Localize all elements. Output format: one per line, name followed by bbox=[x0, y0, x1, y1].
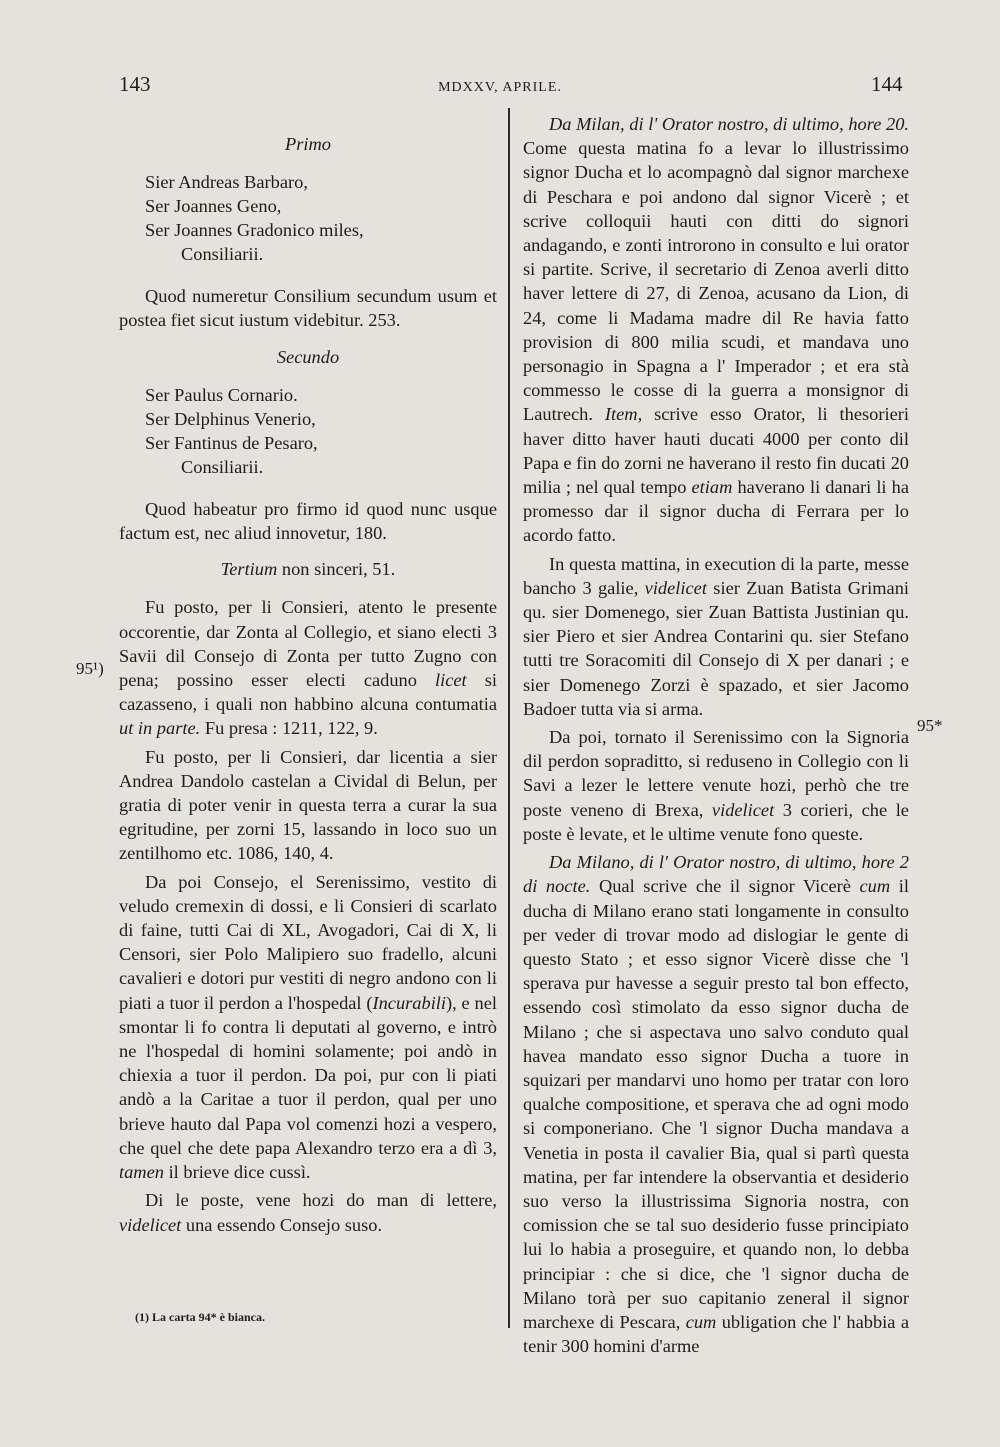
motion-text-primo: Quod numeretur Consilium secundum usum et postea fiet sicut iustum videbitur. 253. bbox=[119, 286, 497, 331]
vote-tertium bbox=[119, 557, 497, 581]
paragraph-galie: In questa mattina, in execution di la parte, messe bancho 3 galie, videlicet sier Zuan Batista Grimani qu. sier Domenego, sier Zuan Battista Justinian qu. sier Piero et sier Andrea Contarini qu. sier Stefano tutti tre Soracomiti dil Consejo di X per danari ; e sier Domenego Zorzi è spazado, et sier Jacomo Badoer tutta via si arma. bbox=[523, 553, 909, 719]
vote-heading-secundo: Secundo bbox=[276, 346, 340, 367]
vote-heading-primo: Primo bbox=[285, 134, 331, 154]
councillor-name: Ser Joannes Gradonico miles, bbox=[145, 220, 364, 241]
paragraph-milan: Da Milan, di l' Orator nostro, di ultimo, hore 20. Come questa matina fo a levar lo illustrissimo signor Ducha et lo acompagnò dal signor marchexe di Peschara e poi andono dal signor Vicerè ; et scrive colloquii hauti con ditti do signori andagando, e zonti introrono in consulto e lui orator si partite. Scrive, il secretario di Zenoa averli ditto haver lettere di 27, di Zenoa, acusano da Lion, di 24, come li Madama madre dil Re havia fatto provision di 800 milia scudi, et mandava uno personagio in Spagna a l' Imperador ; et era stà commesso le cosse di la guerra a monsignor di Lautrech. Item, scrive esso Orator, li thesorieri haver ditto haver hauti ducati 4000 per conto dil Papa e fin do zorni ne haverano il resto fin ducati 20 milia ; nel qual tempo etiam haverano li danari li ha promesso dar il signor ducha di Ferrara per lo acordo fatto. bbox=[523, 114, 909, 546]
councillor-name: Ser Delphinus Venerio, bbox=[145, 408, 316, 429]
paragraph-perdon: Da poi Consejo, el Serenissimo, vestito di veludo cremexin di dossi, e li Consieri di scarlato di faine, tutti Cai di XL, Avogadori, Cai di X, li Censori, sier Polo Malipiero suo fradello, alcuni cavalieri e dotori pur vestiti di negro andono con li piati a tuor il perdon a l'hospedal (Incurabili), e nel smontar li fo contra li deputati al governo, e intrò ne l'hospedal di homini solamente; poi andò in chiexia a tuor il perdon. Da poi, pur con li piati andò a la Caritae a tuor il perdon, qual per uno brieve hauto dal Papa vol comenzi hozi a vespero, che quel che dete papa Alexandro terzo era a dì 3, tamen il brieve dice cussì. bbox=[119, 871, 497, 1183]
vote-tertium-label: Tertium bbox=[220, 559, 278, 580]
margin-note-right: 95* bbox=[917, 716, 943, 735]
paragraph-poste: Di le poste, vene hozi do man di lettere, videlicet una essendo Consejo suso. bbox=[119, 1190, 497, 1235]
councillor-list-secundo bbox=[145, 383, 497, 479]
paragraph-zonta: Fu posto, per li Consieri, atento le presente occorentie, dar Zonta al Collegio, et siano electi 3 Savii dil Consejo di Zonta per tutto Zugno con pena; possino esser electi caduno licet si cazasseno, i quali non habbino alcuna contumatia ut in parte. Fu presa : 1211, 122, 9. bbox=[119, 597, 497, 739]
motion-text-secundo: Quod habeatur pro firmo id quod nunc usque factum est, nec aliud innovetur, 180. bbox=[119, 498, 497, 544]
left-column bbox=[119, 132, 497, 1237]
column-divider bbox=[508, 108, 510, 1328]
councillor-name: Sier Andreas Barbaro, bbox=[145, 172, 308, 193]
paragraph-milano: Da Milano, di l' Orator nostro, di ultimo, hore 2 di nocte. Qual scrive che il signor Vicerè cum il ducha di Milano erano stati longamente in consulto per veder di trovar modo ad dislogiar le gente di questo Stato ; et esso signor Vicerè disse che 'l sperava pur havesse a seguir presto tal bon effecto, essendo così stimolato da esso signor ducha de Milano ; che si aspectava uno salvo conduto qual havea mandato esso signor Ducha a tuore in squizari per mandarvi uno homo per tratar con loro qualche compositione, et sperava che ad ogni modo si componeriano. Che 'l signor Ducha mandava a Venetia in posta il cavalier Bia, qual si partì questa matina, per far intendere la observantia et desiderio suo verso la illustrissima Signoria nostra, con comission che se tal suo desiderio fusse principiato lui lo habia a proseguire, et quando non, lo debba principiar : che si dice, che 'l signor ducha de Milano torà per suo capitanio zeneral il signor marchexe di Pescara, cum ubligation che l' habbia a tenir 300 homini d'arme bbox=[523, 852, 909, 1357]
running-title: MDXXV, APRILE. bbox=[438, 80, 562, 95]
paragraph-dandolo: Fu posto, per li Consieri, dar licentia a sier Andrea Dandolo castelan a Cividal di Belun, per gratia di poter venir in questa terra a curar la sua egritudine, per zorni 15, lassando in loco suo un zentilhomo etc. 1086, 140, 4. bbox=[119, 746, 497, 864]
page-number-right: 144 bbox=[871, 72, 903, 96]
councillor-title: Consiliarii. bbox=[181, 244, 264, 265]
councillor-name: Ser Paulus Cornario. bbox=[145, 384, 298, 405]
footnote: (1) La carta 94* è bianca. bbox=[135, 1310, 265, 1324]
councillor-title: Consiliarii. bbox=[181, 456, 264, 477]
paragraph-collegio: Da poi, tornato il Serenissimo con la Signoria dil perdon sopraditto, si reduseno in Collegio con li Savi a lezer le lettere venute hozi, perhò che tre poste veneno di Brexa, videlicet 3 corieri, che le poste è levate, et le ultime venute fono queste. bbox=[523, 727, 909, 844]
margin-note-left: 95¹) bbox=[76, 659, 104, 678]
councillor-name: Ser Fantinus de Pesaro, bbox=[145, 432, 318, 453]
right-column bbox=[523, 112, 909, 1358]
page-number-left: 143 bbox=[119, 72, 151, 96]
councillor-list-primo bbox=[145, 170, 497, 266]
vote-tertium-result: non sinceri, 51. bbox=[281, 559, 396, 580]
councillor-name: Ser Joannes Geno, bbox=[145, 196, 282, 217]
